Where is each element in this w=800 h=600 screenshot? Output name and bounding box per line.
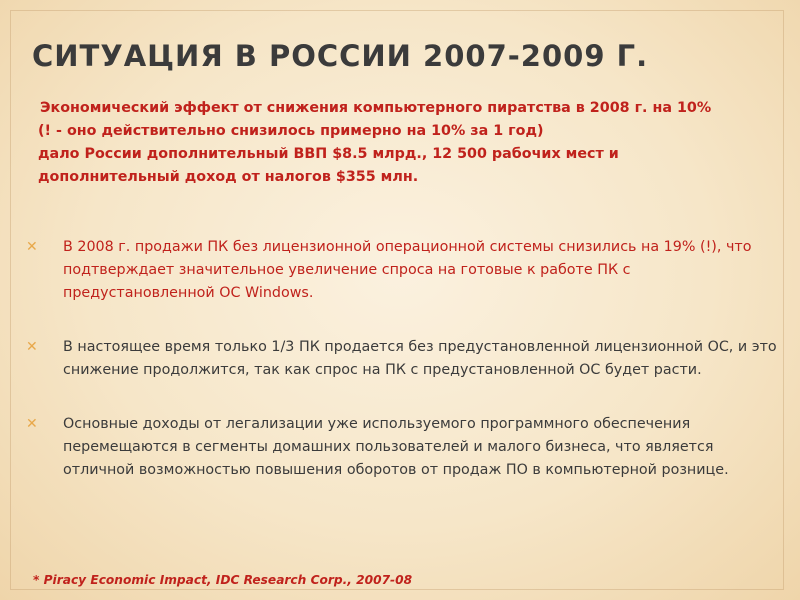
bullet-text: В настоящее время только 1/3 ПК продается без предустановленной лицензионной ОС, и это снижение продолжится, так как спрос на ПК с предустановленной ОС будет расти. [63, 339, 777, 378]
bullet-item [26, 413, 783, 482]
source-footnote: * Piracy Economic Impact, IDC Research Corp., 2007-08 [33, 573, 413, 587]
bullet-item [26, 236, 783, 305]
bullet-text: В 2008 г. продажи ПК без лицензионной операционной системы снизились на 19% (!), что подтверждает значительное увеличение спроса на готовые к работе ПК с предустановленной ОС Windows. [63, 239, 752, 301]
intro-line-2: (! - оно действительно снизилось примерно на 10% за 1 год) [38, 123, 544, 139]
intro-line-3: дало России дополнительный ВВП $8.5 млрд., 12 500 рабочих мест и [38, 146, 619, 162]
intro-paragraph [38, 97, 778, 189]
bullet-text: Основные доходы от легализации уже используемого программного обеспечения перемещаются в сегменты домашних пользователей и малого бизнеса, что является отличной возможностью повышения оборотов от продаж ПО в компьютерной рознице. [63, 416, 729, 478]
bullet-list [26, 236, 786, 482]
bullet-marker-icon: ✕ [26, 339, 38, 355]
slide-title: СИТУАЦИЯ В РОССИИ 2007-2009 Г. [32, 39, 649, 73]
intro-line-4: дополнительный доход от налогов $355 млн. [38, 169, 419, 185]
bullet-item [26, 336, 783, 382]
intro-line-1: Экономический эффект от снижения компьютерного пиратства в 2008 г. на 10% [40, 100, 712, 116]
bullet-marker-icon: ✕ [26, 416, 38, 432]
bullet-marker-icon: ✕ [26, 239, 38, 255]
